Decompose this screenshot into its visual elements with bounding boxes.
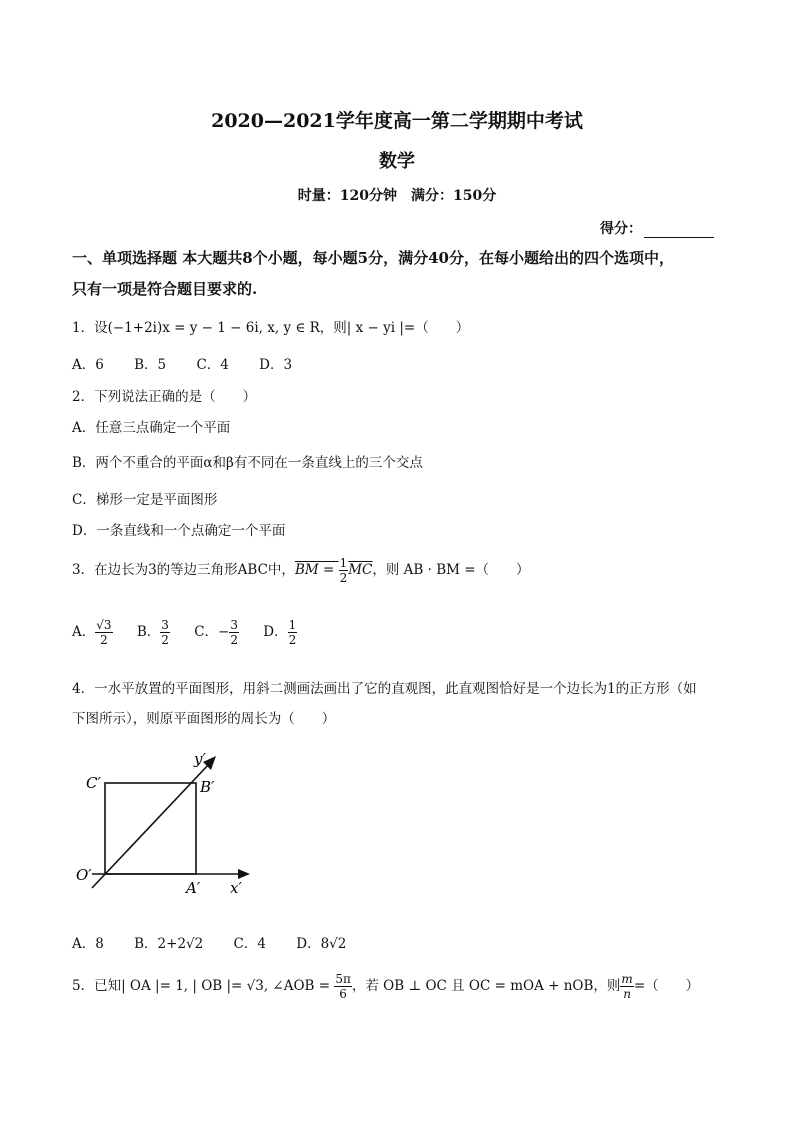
label-c: C′ [86,774,101,792]
question-1-stem: 1．设(−1+2i)x = y − 1 − 6i, x, y ∈ R，则| x − yi |=（ ） [72,320,470,336]
option-c[interactable]: C．4 [233,936,266,952]
question-3-stem: 3．在边长为3的等边三角形ABC中，BM = $\frac{1}{2}$ $\overline{MC}$，则 AB · BM =（ ） [72,556,530,585]
label-a: A′ [186,879,201,897]
option-c[interactable]: C．− $\frac{3}{2}$ [194,618,238,647]
option-b[interactable]: B．2+2√2 [134,936,204,952]
question-2-option-d[interactable]: D．一条直线和一个点确定一个平面 [72,523,286,539]
section-heading-line2: 只有一项是符合题目要求的. [72,280,258,298]
question-4-options [72,932,372,952]
option-b[interactable]: B．5 [134,357,167,373]
option-a[interactable]: A．8 [72,936,104,952]
option-a[interactable]: A． $\frac{√3}{2}$ [72,618,112,647]
exam-subject: 数学 [379,151,415,172]
option-b[interactable]: B． $\frac{3}{2}$ [136,618,169,647]
score-field [600,218,714,238]
x-axis-arrow [238,869,250,879]
question-2-stem: 2．下列说法正确的是（ ） [72,389,257,405]
option-d[interactable]: D． $\frac{1}{2}$ [263,618,297,647]
question-5-stem: 5．已知| OA |= 1, | OB |= √3, ∠AOB = $\frac{5\pi}{6}$ ，若 OB ⊥ OC 且 OC = mOA + nOB，则 $\frac{m}{n}$ =（ ） [72,972,700,1001]
question-3-options [72,618,297,647]
exam-title: 2020—2021学年度高一第二学期期中考试 [211,110,583,132]
vector-mc: $\overline{MC}$ [348,562,373,578]
fraction: $\frac{m}{n}$ [621,972,633,1001]
fraction: $\frac{1}{2}$ [339,556,348,585]
label-b: B′ [200,778,215,796]
oblique-projection-figure [70,740,280,905]
exam-timing: 时量：120分钟 满分：150分 [297,188,497,204]
label-o: O′ [76,866,92,884]
section-heading-line1: 一、单项选择题 本大题共8个小题，每小题5分，满分40分，在每小题给出的四个选项中， [72,249,674,267]
label-x: x′ [230,879,242,897]
option-a[interactable]: A．6 [72,357,104,373]
question-4-stem-line1: 4．一水平放置的平面图形，用斜二测画法画出了它的直观图，此直观图恰好是一个边长为1的正方形（如 [72,681,697,697]
fraction: $\frac{5\pi}{6}$ [335,972,351,1001]
question-2-option-c[interactable]: C．梯形一定是平面图形 [72,492,218,508]
score-label: 得分： [600,221,642,237]
option-d[interactable]: D．3 [259,357,293,373]
score-blank[interactable] [644,223,714,238]
label-y: y′ [194,750,206,768]
question-2-option-b[interactable]: B．两个不重合的平面α和β有不同在一条直线上的三个交点 [72,455,423,471]
y-axis [92,763,210,888]
question-2-option-a[interactable]: A．任意三点确定一个平面 [72,420,231,436]
vector-bm: BM = [294,562,339,578]
option-d[interactable]: D．8√2 [296,936,347,952]
question-1-options [72,353,318,373]
question-4-stem-line2: 下图所示），则原平面图形的周长为（ ） [72,711,336,727]
option-c[interactable]: C．4 [196,357,229,373]
